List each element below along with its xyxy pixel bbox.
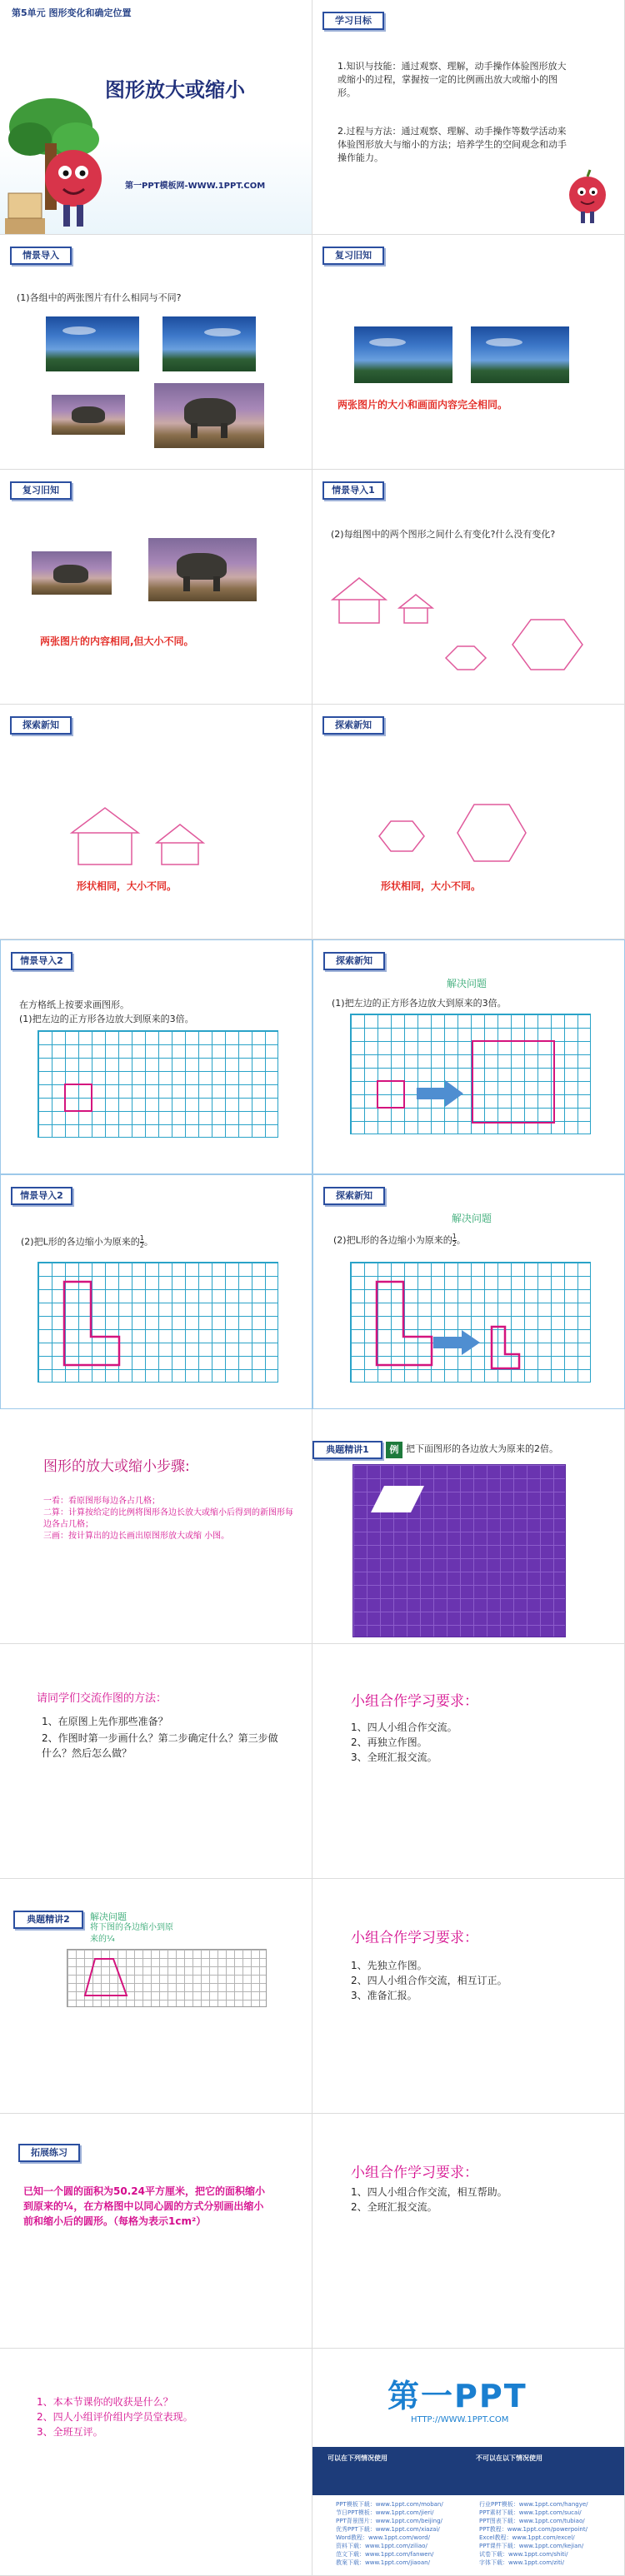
slide-5-review xyxy=(0,470,312,705)
footer-link[interactable]: 教案下载：www.1ppt.com/jiaoan/ xyxy=(336,2559,430,2566)
lesson-title: 图形放大或缩小 xyxy=(105,78,245,102)
question-text: (1)各组中的两张图片有什么相同与不同? xyxy=(17,292,182,303)
step-2: 二算：计算按给定的比例将图形各边长放大或缩小后得到的新图形每边各占几格； xyxy=(43,1508,293,1529)
summary-item: 3、全班互评。 xyxy=(37,2426,103,2438)
footer-link[interactable]: PPT课件下载：www.1ppt.com/kejian/ xyxy=(479,2543,584,2549)
l-shape xyxy=(62,1280,129,1372)
site-caption: 第一PPT模板网-WWW.1PPT.COM xyxy=(125,182,266,191)
hexagon-shapes xyxy=(371,790,554,873)
slide-8-hexagons xyxy=(312,705,625,939)
slide-17-example2 xyxy=(0,1879,312,2114)
slide-16-group xyxy=(312,1644,625,1879)
fraction-numerator: 1 xyxy=(139,1234,144,1242)
footer-link[interactable]: 优秀PPT下载：www.1ppt.com/xiazai/ xyxy=(336,2526,440,2533)
problem-prompt: 将下图的各边缩小到原来的¼ xyxy=(90,1923,173,1944)
slide-13-steps xyxy=(0,1409,312,1644)
usage-left-heading: 可以在下列情况使用 xyxy=(328,2454,388,2462)
group-item: 3、全班汇报交流。 xyxy=(351,1751,438,1763)
apple-mascot-icon xyxy=(562,167,612,225)
cartoon-apple-illustration xyxy=(5,93,122,235)
section-tag: 学习目标 xyxy=(322,12,384,30)
step-3: 三画：按计算出的边长画出原图形放大或缩 小图。 xyxy=(43,1532,230,1541)
group-heading: 小组合作学习要求： xyxy=(351,1930,478,1946)
l-shape-small xyxy=(490,1325,523,1372)
section-tag: 探索新知 xyxy=(10,716,72,735)
section-tag: 情景导入 xyxy=(10,247,72,265)
fraction-denominator: 2 xyxy=(139,1242,144,1249)
section-tag: 典题精讲1 xyxy=(312,1441,382,1459)
slide-15-discussion xyxy=(0,1644,312,1879)
problem-heading: 解决问题 xyxy=(452,1213,492,1224)
instruction-line: (1)把左边的正方形各边放大到原来的3倍。 xyxy=(332,998,507,1009)
house-shapes xyxy=(67,796,233,871)
instruction-prefix: (2)把L形的各边缩小为原来的 xyxy=(333,1234,452,1246)
footer-link[interactable]: PPT背景图片：www.1ppt.com/beijing/ xyxy=(336,2518,442,2524)
slide-18-group xyxy=(312,1879,625,2114)
instruction-prefix: (2)把L形的各边缩小为原来的 xyxy=(21,1236,140,1248)
answer-text: 形状相同，大小不同。 xyxy=(381,880,482,892)
answer-text: 两张图片的大小和画面内容完全相同。 xyxy=(338,399,508,411)
usage-right-heading: 不可以在以下情况使用 xyxy=(476,2454,542,2462)
hexagon-shapes xyxy=(429,611,604,686)
section-tag: 探索新知 xyxy=(322,716,384,735)
sky-photo-1 xyxy=(46,316,139,371)
footer-link[interactable]: Excel教程：www.1ppt.com/excel/ xyxy=(479,2534,575,2541)
slide-11-grid-reduce xyxy=(0,1174,312,1409)
fraction-denominator: 2 xyxy=(452,1240,457,1248)
sky-photo-1 xyxy=(354,326,452,383)
footer-link[interactable]: 资料下载：www.1ppt.com/ziliao/ xyxy=(336,2543,428,2549)
right-arrow-icon xyxy=(433,1330,480,1355)
instruction-line-1: 在方格纸上按要求画图形。 xyxy=(19,999,129,1010)
footer-link[interactable]: PPT素材下载：www.1ppt.com/sucai/ xyxy=(479,2509,582,2516)
footer-link[interactable]: PPT教程：www.1ppt.com/powerpoint/ xyxy=(479,2526,588,2533)
instruction-line xyxy=(21,1235,153,1249)
elephant-photo-small xyxy=(52,395,125,435)
elephant-photo-small xyxy=(32,551,112,595)
instruction-suffix: 。 xyxy=(143,1236,153,1248)
section-tag: 情景导入2 xyxy=(11,952,72,970)
discussion-q1: 1、在原图上先作那些准备？ xyxy=(42,1716,168,1727)
section-tag: 探索新知 xyxy=(323,1187,385,1205)
fraction-numerator: 1 xyxy=(452,1233,457,1240)
section-tag: 情景导入2 xyxy=(11,1187,72,1205)
goal-2: 2.过程与方法：通过观察、理解、动手操作等数学活动来体验图形放大与缩小的方法；培养学生的空间观念和动手操作能力。 xyxy=(338,126,567,163)
trapezoid-shape xyxy=(83,1957,133,1999)
instruction-line xyxy=(333,1233,466,1248)
footer-link[interactable]: 节日PPT模板：www.1ppt.com/jieri/ xyxy=(336,2509,434,2516)
section-tag: 复习旧知 xyxy=(10,481,72,500)
example-prompt: 把下面图形的各边放大为原来的2倍。 xyxy=(406,1443,558,1454)
summary-item: 1、本本节课你的收获是什么？ xyxy=(37,2396,173,2408)
group-heading: 小组合作学习要求： xyxy=(351,2165,478,2181)
group-heading: 小组合作学习要求： xyxy=(351,1693,478,1710)
section-tag: 复习旧知 xyxy=(322,247,384,265)
section-tag: 拓展练习 xyxy=(18,2144,80,2162)
discussion-q2: 2、作图时第一步画什么？第二步确定什么？第三步做什么？然后怎么做？ xyxy=(42,1732,278,1759)
unit-label: 第5单元 图形变化和确定位置 xyxy=(12,7,132,18)
group-item: 2、再独立作图。 xyxy=(351,1736,428,1748)
slide-21-summary xyxy=(0,2349,312,2576)
right-arrow-icon xyxy=(417,1080,463,1107)
slide-14-example xyxy=(312,1409,625,1644)
brand-url[interactable]: HTTP://WWW.1PPT.COM xyxy=(411,2415,509,2424)
elephant-photo-large xyxy=(148,538,257,601)
slide-2-goals xyxy=(312,0,625,235)
footer-link[interactable]: 字体下载：www.1ppt.com/ziti/ xyxy=(479,2559,565,2566)
slide-3-intro xyxy=(0,235,312,470)
slide-6-shapes xyxy=(312,470,625,705)
goal-1: 1.知识与技能：通过观察、理解，动手操作体验图形放大或缩小的过程，掌握按一定的比例画出放大或缩小的图形。 xyxy=(338,61,567,98)
answer-text: 两张图片的内容相同,但大小不同。 xyxy=(40,635,194,647)
group-item: 1、四人小组合作交流，相互帮助。 xyxy=(351,2186,508,2198)
group-item: 3、准备汇报。 xyxy=(351,1990,418,2001)
slide-4-review xyxy=(312,235,625,470)
small-square xyxy=(377,1080,405,1109)
slide-7-houses xyxy=(0,705,312,939)
answer-text: 形状相同，大小不同。 xyxy=(77,880,178,892)
extension-text: 已知一个圆的面积为50.24平方厘米，把它的面积缩小到原来的¼，在方格图中以同心圆的方式分别画出缩小前和缩小后的圆形。（每格为表示1cm²） xyxy=(23,2185,265,2227)
footer-link[interactable]: PPT图表下载：www.1ppt.com/tubiao/ xyxy=(479,2518,585,2524)
l-shape-large xyxy=(375,1280,442,1372)
section-tag: 情景导入1 xyxy=(322,481,384,500)
discussion-heading: 请同学们交流作图的方法： xyxy=(37,1692,168,1705)
group-item: 2、四人小组合作交流，相互订正。 xyxy=(351,1975,508,1986)
sky-photo-2 xyxy=(162,316,256,371)
steps-title: 图形的放大或缩小步骤: xyxy=(43,1458,190,1475)
problem-heading: 解决问题 xyxy=(447,978,488,989)
section-tag: 典题精讲2 xyxy=(13,1911,83,1929)
slide-9-grid-enlarge xyxy=(0,939,312,1174)
instruction-suffix: 。 xyxy=(456,1234,466,1246)
slide-1-title xyxy=(0,0,312,235)
house-shapes xyxy=(329,570,438,628)
footer-link[interactable]: 行业PPT模板：www.1ppt.com/hangye/ xyxy=(479,2501,588,2508)
footer-link[interactable]: 试卷下载：www.1ppt.com/shiti/ xyxy=(479,2551,568,2558)
group-item: 1、四人小组合作交流。 xyxy=(351,1721,458,1733)
large-square xyxy=(472,1040,555,1124)
group-item: 2、全班汇报交流。 xyxy=(351,2201,438,2213)
slide-20-group xyxy=(312,2114,625,2349)
footer-link[interactable]: PPT模板下载：www.1ppt.com/moban/ xyxy=(336,2501,443,2508)
parallelogram-shape xyxy=(369,1484,428,1514)
question-text: (2)每组图中的两个图形之间什么有变化?什么没有变化? xyxy=(331,529,556,540)
example-badge: 例 xyxy=(386,1442,402,1458)
footer-link[interactable]: Word教程：www.1ppt.com/word/ xyxy=(336,2534,430,2541)
slide-12-grid-reduced xyxy=(312,1174,625,1409)
summary-item: 2、四人小组评价组内学员堂表现。 xyxy=(37,2411,193,2423)
instruction-line-2: (1)把左边的正方形各边放大到原来的3倍。 xyxy=(19,1014,194,1024)
elephant-photo-large xyxy=(154,383,264,448)
footer-link[interactable]: 范文下载：www.1ppt.com/fanwen/ xyxy=(336,2551,434,2558)
slide-22-footer xyxy=(312,2349,625,2576)
problem-heading: 解决问题 xyxy=(90,1911,127,1922)
sky-photo-2 xyxy=(471,326,569,383)
slide-10-grid-enlarged xyxy=(312,939,625,1174)
step-1: 一看：看原图形每边各占几格； xyxy=(43,1497,160,1506)
brand-logo: 第一PPT xyxy=(388,2378,528,2414)
group-item: 1、先独立作图。 xyxy=(351,1960,428,1971)
section-tag: 探索新知 xyxy=(323,952,385,970)
small-square xyxy=(64,1084,92,1112)
slide-19-extension xyxy=(0,2114,312,2349)
